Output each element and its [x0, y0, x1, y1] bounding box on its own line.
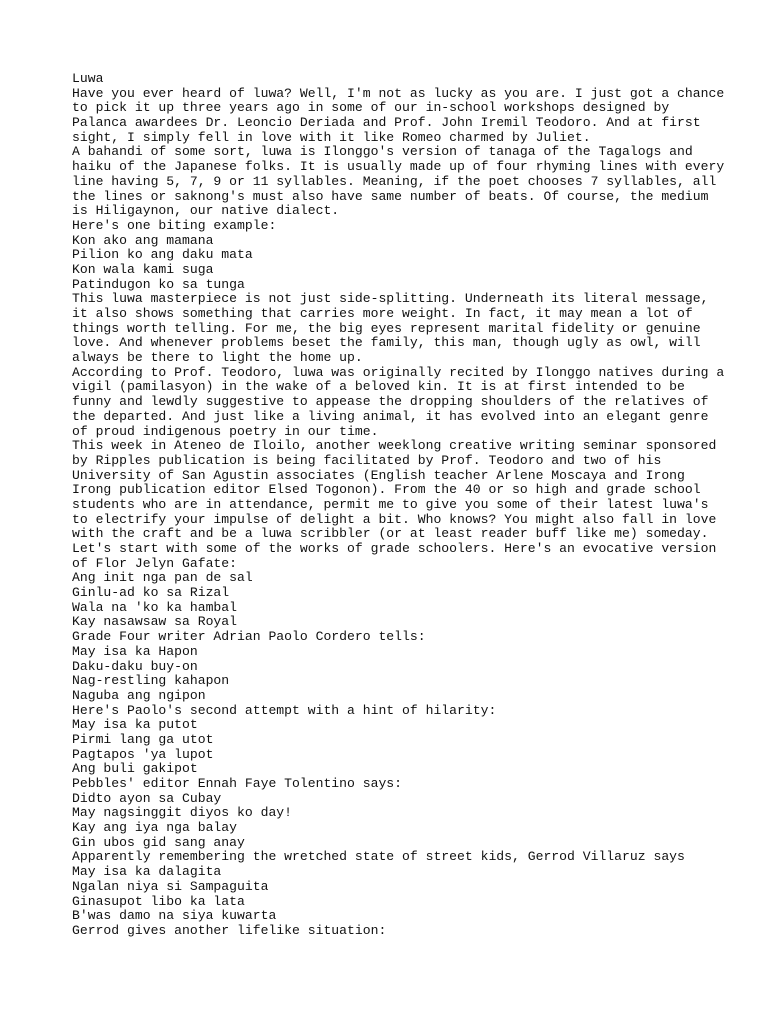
text-line: to electrify your impulse of delight a bit. Who knows? You might also fall in love [72, 511, 717, 527]
text-line: haiku of the Japanese folks. It is usually made up of four rhyming lines with every [72, 159, 725, 175]
text-line: the lines or saknong's must also have same number of beats. Of course, the medium [72, 188, 709, 204]
text-line: Ang init nga pan de sal [72, 570, 253, 586]
text-line: Apparently remembering the wretched state of street kids, Gerrod Villaruz says [72, 849, 685, 865]
text-line: sight, I simply fell in love with it like Romeo charmed by Juliet. [72, 129, 591, 145]
text-line: to pick it up three years ago in some of our in-school workshops designed by [72, 100, 670, 116]
text-line: Kay nasawsaw sa Royal [72, 614, 238, 630]
text-line: Grade Four writer Adrian Paolo Cordero tells: [72, 629, 426, 645]
text-line: Irong publication editor Elsed Togonon). From the 40 or so high and grade school [72, 482, 701, 498]
text-line: vigil (pamilasyon) in the wake of a beloved kin. It is at first intended to be [72, 379, 685, 395]
text-line: Kon wala kami suga [72, 261, 214, 277]
text-line: Ngalan niya si Sampaguita [72, 878, 269, 894]
text-line: Let's start with some of the works of grade schoolers. Here's an evocative version [72, 541, 717, 556]
text-line: of proud indigenous poetry in our time. [72, 423, 379, 439]
text-line: always be there to light the home up. [72, 350, 363, 366]
text-line: line having 5, 7, 9 or 11 syllables. Meaning, if the poet chooses 7 syllables, all [72, 173, 717, 189]
text-line: Kay ang iya nga balay [72, 820, 238, 836]
text-line: of Flor Jelyn Gafate: [72, 555, 238, 571]
text-line: students who are in attendance, permit me to give you some of their latest luwa's [72, 496, 709, 512]
document-title: Luwa [72, 71, 104, 86]
text-line: things worth telling. For me, the big eyes represent marital fidelity or genuine [72, 320, 701, 336]
text-line: Pilion ko ang daku mata [72, 247, 253, 263]
text-line: it also shows something that carries more weight. In fact, it may mean a lot of [72, 306, 693, 321]
text-line: Gerrod gives another lifelike situation: [72, 922, 387, 938]
text-line: Didto ayon sa Cubay [72, 790, 222, 806]
text-line: B'was damo na siya kuwarta [72, 908, 277, 924]
text-line: by Ripples publication is being facilitated by Prof. Teodoro and two of his [72, 452, 662, 468]
text-line: Ginasupot libo ka lata [72, 893, 245, 909]
text-line: Ginlu-ad ko sa Rizal [72, 585, 230, 601]
text-line: Kon ako ang mamana [72, 232, 214, 248]
text-line: Palanca awardees Dr. Leoncio Deriada and Prof. John Iremil Teodoro. And at first [72, 115, 701, 131]
text-line: Daku-daku buy-on [72, 658, 198, 674]
text-line: Pirmi lang ga utot [72, 731, 214, 747]
text-line: Naguba ang ngipon [72, 687, 206, 703]
text-line: May isa ka putot [72, 717, 198, 733]
text-line: Pagtapos 'ya lupot [72, 746, 214, 762]
text-line: This luwa masterpiece is not just side-splitting. Underneath its literal message, [72, 291, 709, 307]
text-line: Here's one biting example: [72, 217, 277, 233]
text-line: According to Prof. Teodoro, luwa was originally recited by Ilonggo natives during a [72, 364, 725, 380]
document-body [72, 71, 725, 939]
text-line: This week in Ateneo de Iloilo, another weeklong creative writing seminar sponsored [72, 438, 717, 454]
text-line: Pebbles' editor Ennah Faye Tolentino says: [72, 776, 403, 791]
text-line: Here's Paolo's second attempt with a hint of hilarity: [72, 702, 497, 718]
text-line: Ang buli gakipot [72, 761, 198, 777]
text-line: May isa ka dalagita [72, 864, 222, 880]
text-line: May isa ka Hapon [72, 643, 198, 659]
text-line: funny and lewdly suggestive to appease the dropping shoulders of the relatives of [72, 394, 709, 410]
text-line: Gin ubos gid sang anay [72, 834, 245, 850]
text-line: University of San Agustin associates (English teacher Arlene Moscaya and Irong [72, 467, 685, 483]
text-line: love. And whenever problems beset the family, this man, though ugly as owl, will [72, 335, 701, 351]
text-line: Nag-restling kahapon [72, 673, 230, 689]
text-line: the departed. And just like a living animal, it has evolved into an elegant genre [72, 408, 709, 424]
text-line: Have you ever heard of luwa? Well, I'm not as lucky as you are. I just got a chance [72, 85, 725, 101]
text-line: is Hiligaynon, our native dialect. [72, 203, 340, 219]
text-line: May nagsinggit diyos ko day! [72, 805, 293, 821]
text-line: A bahandi of some sort, luwa is Ilonggo's version of tanaga of the Tagalogs and [72, 144, 693, 160]
text-line: with the craft and be a luwa scribbler (or at least reader buff like me) someday. [72, 526, 709, 542]
text-line: Wala na 'ko ka hambal [72, 599, 238, 615]
text-line: Patindugon ko sa tunga [72, 276, 245, 292]
